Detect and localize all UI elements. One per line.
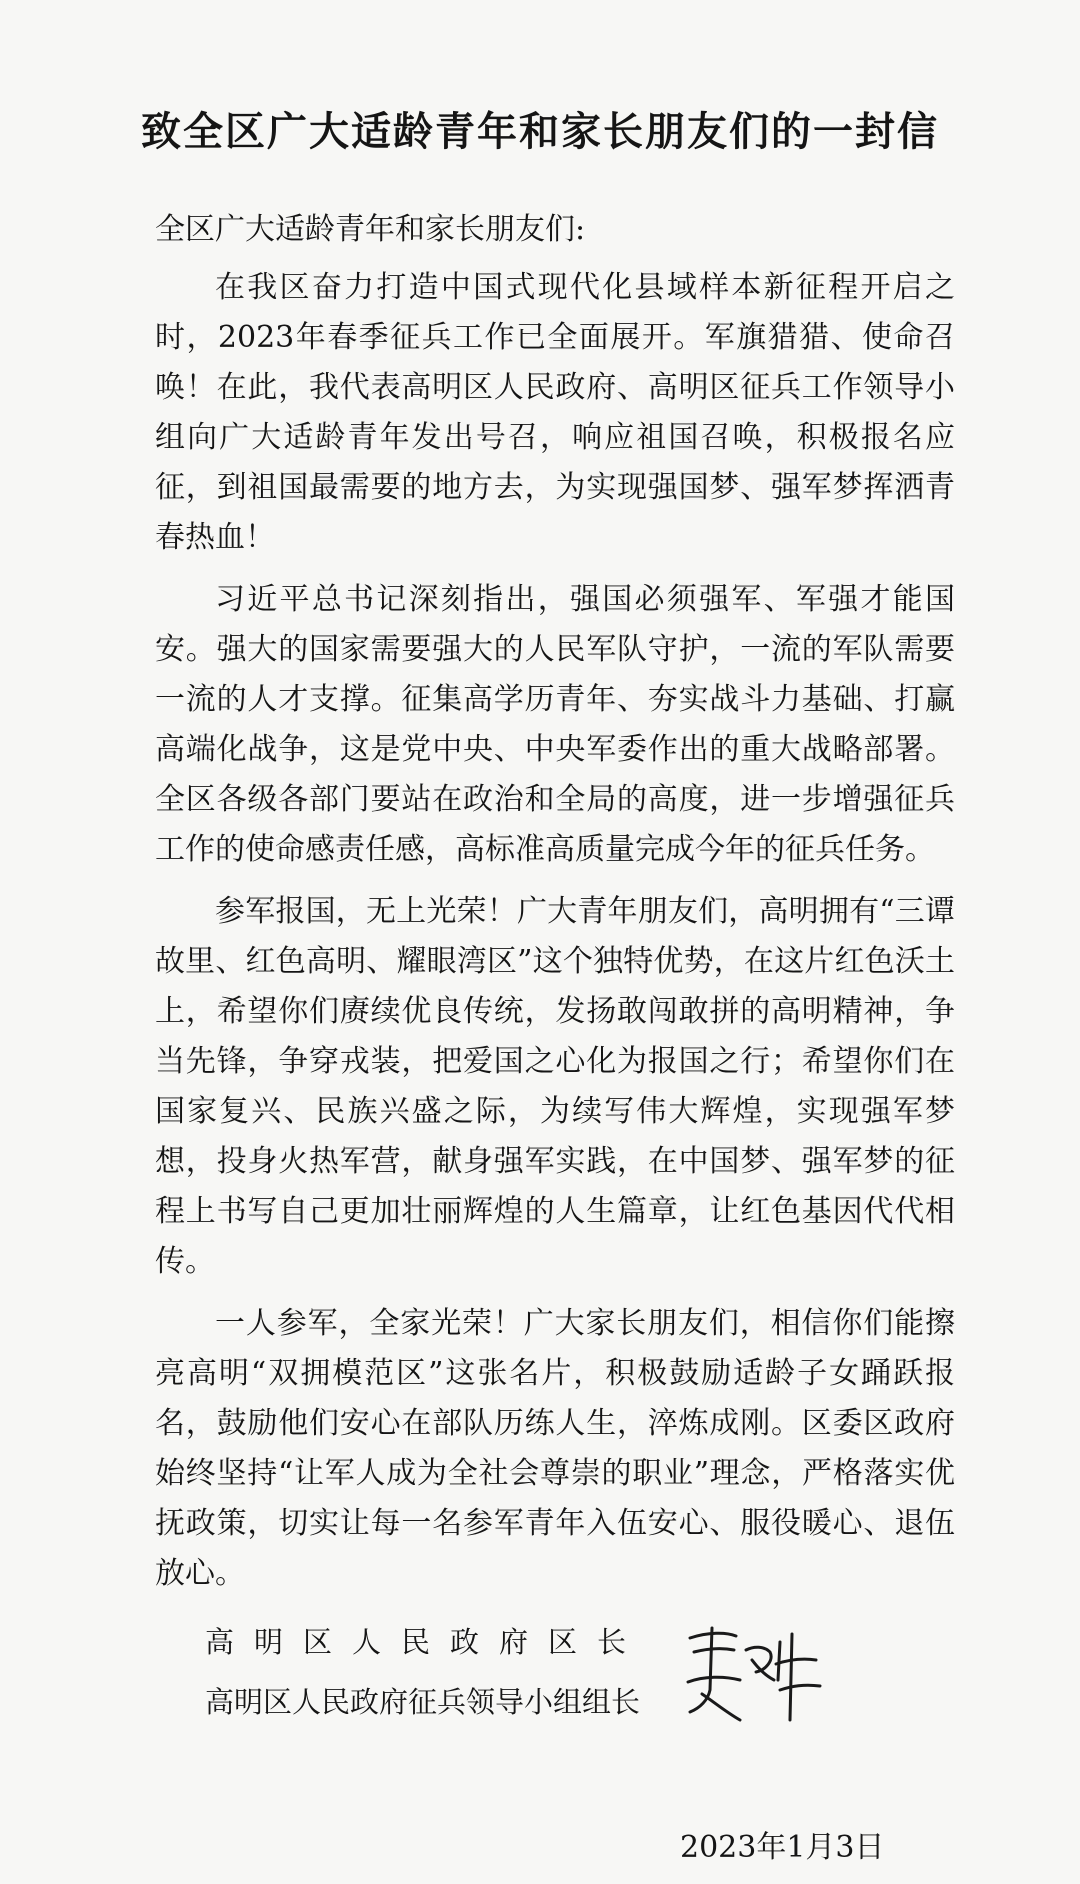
signatory-block [205, 1612, 646, 1732]
signatory-title-2: 高明区人民政府征兵领导小组组长 [205, 1685, 641, 1719]
letter-body [155, 205, 955, 1611]
handwritten-signature [680, 1620, 830, 1730]
paragraph-2: 习近平总书记深刻指出，强国必须强军、军强才能国安。强大的国家需要强大的人民军队守护，一流的军队需要一流的人才支撑。征集高学历青年、夯实战斗力基础、打赢高端化战争，这是党中央、中央军委作出的重大战略部署。全区各级各部门要站在政治和全局的高度，进一步增强征兵工作的使命感责任感，高标准高质量完成今年的征兵任务。 [155, 582, 955, 867]
letter-date: 2023年1月3日 [680, 1830, 885, 1865]
letter-title: 致全区广大适龄青年和家长朋友们的一封信 [141, 109, 939, 155]
paragraph-4: 一人参军，全家光荣！广大家长朋友们，相信你们能擦亮高明“双拥模范区”这张名片，积极鼓励适龄子女踊跃报名，鼓励他们安心在部队历练人生，淬炼成刚。区委区政府始终坚持“让军人成为全社会尊崇的职业”理念，严格落实优抚政策，切实让每一名参军青年入伍安心、服役暖心、退伍放心。 [155, 1306, 955, 1591]
salutation: 全区广大适龄青年和家长朋友们: [155, 212, 586, 247]
paragraph-1: 在我区奋力打造中国式现代化县域样本新征程开启之时，2023年春季征兵工作已全面展开。军旗猎猎、使命召唤！在此，我代表高明区人民政府、高明区征兵工作领导小组向广大适龄青年发出号召，响应祖国召唤，积极报名应征，到祖国最需要的地方去，为实现强国梦、强军梦挥洒青春热血！ [155, 270, 955, 555]
signatory-title-1: 高明区人民政府区长 [205, 1625, 647, 1659]
paragraph-3: 参军报国，无上光荣！广大青年朋友们，高明拥有“三谭故里、红色高明、耀眼湾区”这个独特优势，在这片红色沃土上，希望你们赓续优良传统，发扬敢闯敢拼的高明精神，争当先锋，争穿戎装，把爱国之心化为报国之行；希望你们在国家复兴、民族兴盛之际，为续写伟大辉煌，实现强军梦想，投身火热军营，献身强军实践，在中国梦、强军梦的征程上书写自己更加壮丽辉煌的人生篇章，让红色基因代代相传。 [155, 894, 955, 1279]
